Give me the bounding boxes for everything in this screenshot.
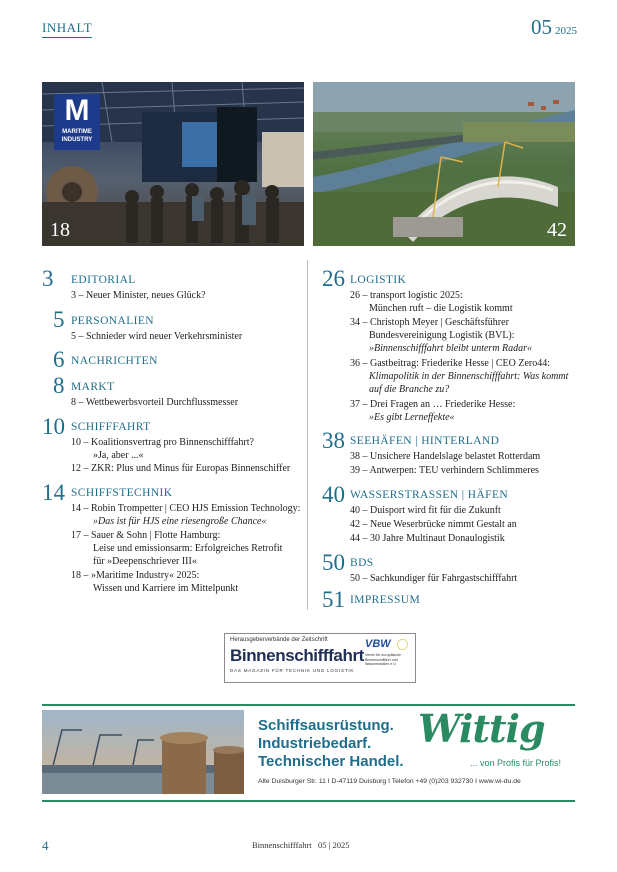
toc-entry-cont[interactable]	[369, 370, 568, 384]
photo-page-number: 42	[547, 219, 567, 241]
bridge-photo-art	[313, 82, 575, 246]
section-title: BDS	[350, 557, 374, 569]
advertisement-wittig[interactable]	[42, 704, 575, 802]
toc-entry-cont[interactable]: »Ja, aber ...«	[93, 450, 144, 461]
section-title: NACHRICHTEN	[71, 355, 158, 367]
toc-entry-cont[interactable]: Wissen und Karriere im Mittelpunkt	[93, 583, 239, 594]
vbw-stars-icon	[397, 639, 408, 650]
section-page: 40	[322, 482, 345, 507]
section-page: 51	[322, 587, 345, 612]
toc-entry[interactable]: 10 – Koalitionsvertrag pro Binnenschifffahrt?	[71, 437, 254, 448]
section-page: 10	[42, 414, 65, 439]
section-title: IMPRESSUM	[350, 594, 421, 606]
issue-year: 2025	[555, 25, 577, 37]
toc-entry[interactable]: 42 – Neue Weserbrücke nimmt Gestalt an	[350, 519, 517, 530]
entry-italic: »Das ist für HJS eine riesengroße Chance«	[93, 516, 267, 527]
vbw-logo-text: VBW	[365, 638, 391, 650]
maritime-industry-logo	[54, 94, 100, 150]
logo-m-icon: M	[64, 94, 90, 127]
column-divider	[307, 260, 308, 610]
entry-italic: »Binnenschifffahrt bleibt unterm Radar«	[369, 343, 533, 354]
ad-slogan: ... von Profis für Profis!	[470, 758, 562, 768]
publisher-label: Herausgeberverbände der Zeitschrift	[230, 637, 328, 643]
photo-page-number: 18	[50, 219, 70, 241]
magazine-title: Binnenschifffahrt	[230, 646, 364, 665]
toc-entry[interactable]: 36 – Gastbeitrag: Friederike Hesse | CEO Zero44:	[350, 358, 551, 369]
section-title: SCHIFFFAHRT	[71, 421, 151, 433]
wittig-logo: Wittig	[418, 706, 545, 751]
section-title: SCHIFFSTECHNIK	[71, 487, 173, 499]
toc-entry[interactable]: 39 – Antwerpen: TEU verhindern Schlimmeres	[350, 465, 539, 476]
toc-entry-cont[interactable]: München ruft – die Logistik kommt	[369, 303, 513, 314]
section-title: LOGISTIK	[350, 274, 407, 286]
section-page: 50	[322, 550, 345, 575]
page-number: 4	[42, 838, 49, 853]
section-page: 26	[322, 266, 345, 291]
section-page: 3	[42, 266, 54, 291]
section-title: SEEHÄFEN | HINTERLAND	[350, 435, 500, 447]
toc-entry-cont[interactable]: Leise und emissionsarm: Erfolgreiches Retrofit	[93, 543, 283, 554]
entry-italic: auf die Branche zu?	[369, 384, 450, 395]
section-page: 38	[322, 428, 345, 453]
ad-address: Alte Duisburger Str. 11 I D-47119 Duisburg I Telefon +49 (0)203 932730 I www.wi-du.de	[258, 778, 521, 785]
section-title: MARKT	[71, 381, 115, 393]
section-label: INHALT	[42, 20, 92, 38]
toc-entry[interactable]: 34 – Christoph Meyer | Geschäftsführer	[350, 317, 509, 328]
logo-line1: MARITIME	[62, 129, 92, 135]
toc-entry-cont[interactable]	[93, 515, 267, 529]
issue-num: 05	[531, 15, 552, 39]
toc-entry[interactable]: 26 – transport logistic 2025:	[350, 290, 463, 301]
publisher-association-box	[224, 633, 416, 683]
toc-entry[interactable]: 44 – 30 Jahre Multinaut Donaulogistik	[350, 533, 505, 544]
toc-entry[interactable]: 40 – Duisport wird fit für die Zukunft	[350, 505, 501, 516]
toc-entry[interactable]: 8 – Wettbewerbsvorteil Durchflussmesser	[71, 397, 239, 408]
section-page: 5	[53, 307, 65, 332]
toc-entry-cont[interactable]	[369, 383, 449, 397]
logo-line2: INDUSTRY	[61, 137, 93, 143]
section-page: 6	[53, 347, 65, 372]
toc-entry[interactable]: 18 – »Maritime Industry« 2025:	[71, 570, 200, 581]
toc-entry-cont[interactable]	[369, 411, 455, 425]
footer-magazine: Binnenschifffahrt 05 | 2025	[252, 840, 350, 850]
section-title: WASSERSTRASSEN | HÄFEN	[350, 489, 509, 501]
ad-harbor-photo	[42, 710, 244, 794]
toc-entry-cont[interactable]	[369, 342, 532, 356]
issue-number	[531, 15, 577, 40]
photo-weser-bridge[interactable]	[313, 82, 575, 246]
toc-entry-cont[interactable]: Bundesvereinigung Logistik (BVL):	[369, 330, 515, 341]
entry-italic: »Es gibt Lerneffekte«	[369, 412, 455, 423]
section-title: EDITORIAL	[71, 274, 136, 286]
toc-entry-cont[interactable]: für »Deepenschriever III«	[93, 556, 197, 567]
toc-entry[interactable]: 50 – Sachkundiger für Fahrgastschifffahrt	[350, 573, 518, 584]
toc-entry[interactable]: 17 – Sauer & Sohn | Flotte Hamburg:	[71, 530, 221, 541]
photo-maritime-industry[interactable]	[42, 82, 304, 246]
toc-entry[interactable]: 3 – Neuer Minister, neues Glück?	[71, 290, 206, 301]
ad-line1: Schiffsausrüstung.	[258, 717, 394, 734]
entry-italic: Klimapolitik in der Binnenschifffahrt: Was kommt	[369, 371, 569, 382]
vbw-logo	[365, 638, 409, 678]
magazine-subtitle: DAS MAGAZIN FÜR TECHNIK UND LOGISTIK	[230, 668, 355, 673]
section-title: PERSONALIEN	[71, 315, 154, 327]
toc-entry[interactable]: 12 – ZKR: Plus und Minus für Europas Binnenschiffer	[71, 463, 291, 474]
ad-line3: Technischer Handel.	[258, 753, 404, 770]
section-page: 14	[42, 480, 65, 505]
toc-entry[interactable]: 38 – Unsichere Handelslage belastet Rotterdam	[350, 451, 541, 462]
toc-entry[interactable]: 37 – Drei Fragen an … Friederike Hesse:	[350, 399, 516, 410]
vbw-description: Verein für europäische Binnenschiffahrt und Wasserstraßen e.V.	[365, 653, 401, 667]
toc-entry[interactable]: 5 – Schnieder wird neuer Verkehrsminister	[71, 331, 243, 342]
toc-entry[interactable]: 14 – Robin Trompetter | CEO HJS Emission Technology:	[71, 503, 301, 514]
section-page: 8	[53, 373, 65, 398]
ad-line2: Industriebedarf.	[258, 735, 372, 752]
